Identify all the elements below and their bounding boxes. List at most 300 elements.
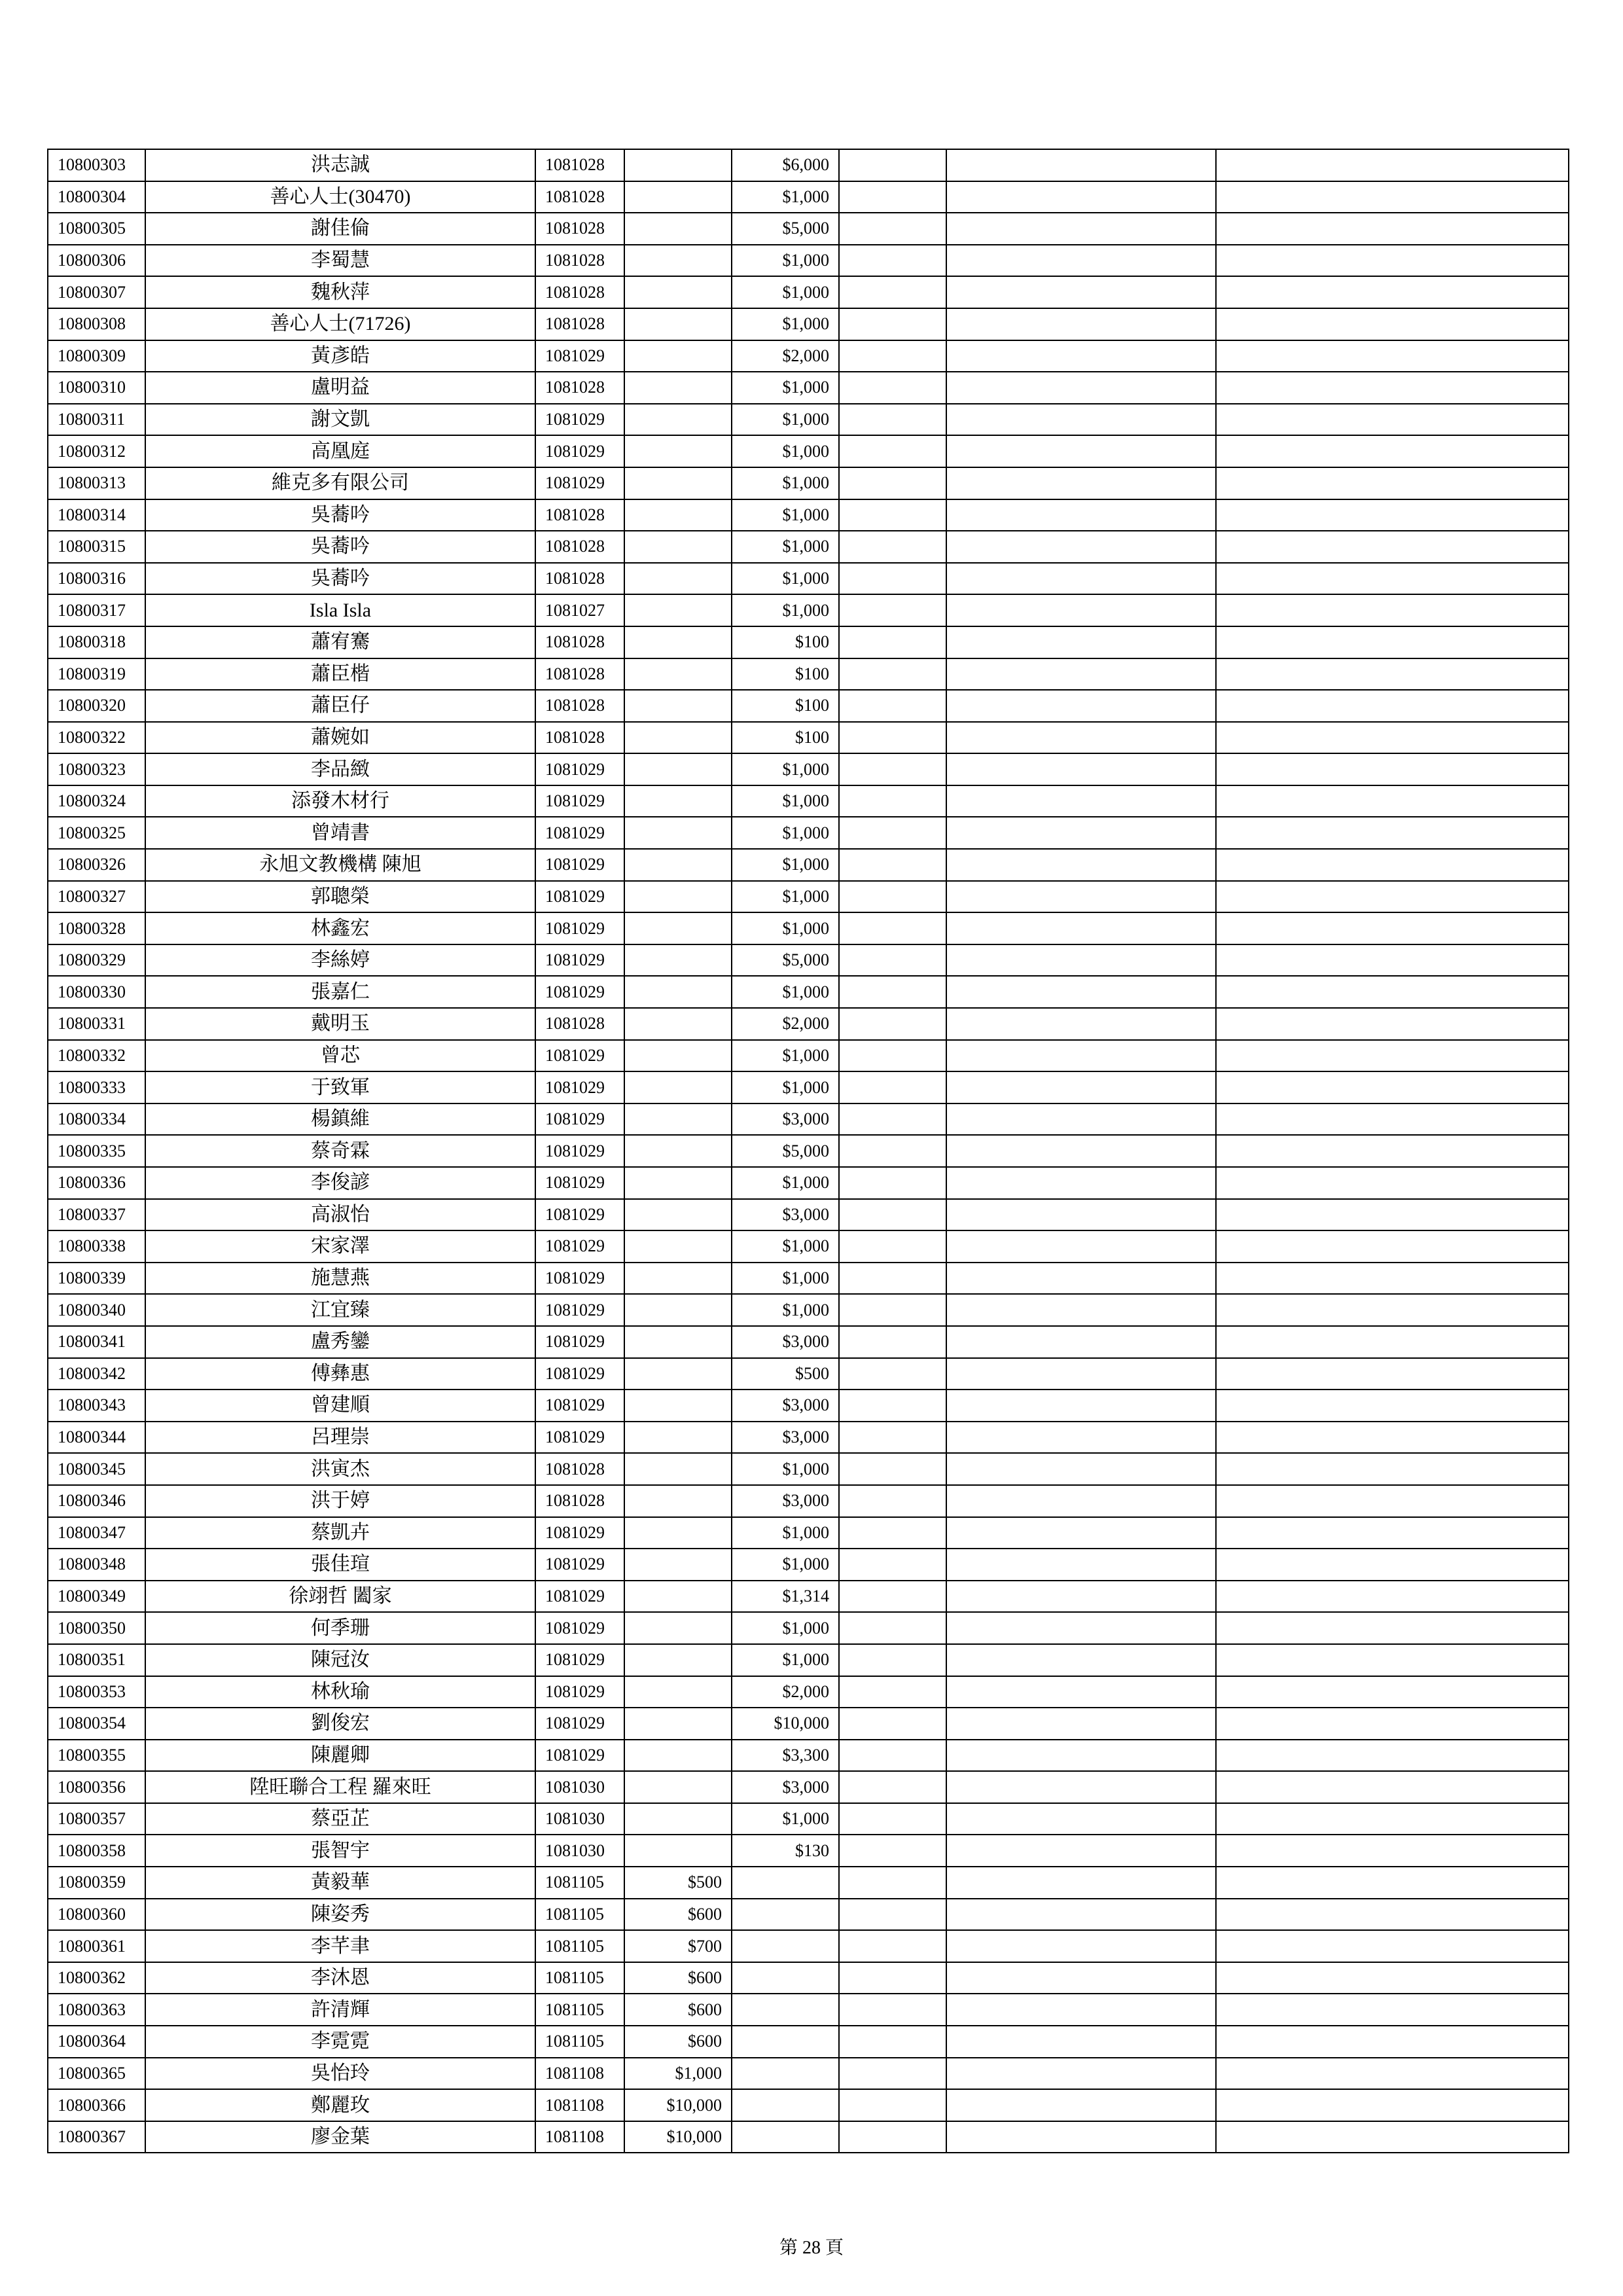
table-row — [48, 1835, 1569, 1867]
donor-name-cell: 魏秋萍 — [145, 276, 535, 308]
date-cell: 1081029 — [535, 753, 624, 785]
donor-name-cell: 廖金葉 — [145, 2121, 535, 2153]
donor-name-cell: 永旭文教機構 陳旭 — [145, 849, 535, 881]
empty-cell — [1216, 785, 1569, 817]
empty-cell — [839, 849, 946, 881]
date-cell: 1081029 — [535, 1071, 624, 1103]
empty-cell — [946, 944, 1216, 977]
empty-cell — [1216, 467, 1569, 499]
date-cell: 1081108 — [535, 2089, 624, 2121]
donor-name-cell: 劉俊宏 — [145, 1708, 535, 1740]
empty-cell — [839, 1167, 946, 1199]
receipt-number-cell: 10800349 — [48, 1581, 145, 1613]
empty-cell — [946, 340, 1216, 372]
empty-cell — [839, 1008, 946, 1040]
receipt-number-cell: 10800314 — [48, 499, 145, 531]
amount-b-cell: $2,000 — [732, 340, 839, 372]
empty-cell — [1216, 1994, 1569, 2026]
empty-cell — [1216, 1294, 1569, 1326]
receipt-number-cell: 10800343 — [48, 1390, 145, 1422]
receipt-number-cell: 10800334 — [48, 1103, 145, 1136]
receipt-number-cell: 10800304 — [48, 181, 145, 213]
empty-cell — [839, 944, 946, 977]
receipt-number-cell: 10800363 — [48, 1994, 145, 2026]
date-cell: 1081105 — [535, 1867, 624, 1899]
amount-b-cell: $1,000 — [732, 1263, 839, 1295]
amount-a-cell — [624, 594, 732, 626]
amount-b-cell: $1,000 — [732, 1644, 839, 1676]
amount-b-cell: $1,000 — [732, 308, 839, 340]
empty-cell — [839, 2089, 946, 2121]
amount-a-cell: $1,000 — [624, 2058, 732, 2090]
receipt-number-cell: 10800337 — [48, 1199, 145, 1231]
empty-cell — [839, 276, 946, 308]
empty-cell — [946, 499, 1216, 531]
date-cell: 1081028 — [535, 1485, 624, 1517]
table-row — [48, 881, 1569, 913]
empty-cell — [1216, 944, 1569, 977]
date-cell: 1081029 — [535, 1358, 624, 1390]
empty-cell — [946, 1994, 1216, 2026]
table-row — [48, 404, 1569, 436]
donor-name-cell: 陳麗卿 — [145, 1740, 535, 1772]
page-number: 第 28 頁 — [779, 2238, 844, 2258]
empty-cell — [1216, 1835, 1569, 1867]
date-cell: 1081028 — [535, 213, 624, 245]
amount-a-cell — [624, 849, 732, 881]
amount-a-cell: $500 — [624, 1867, 732, 1899]
empty-cell — [1216, 1899, 1569, 1931]
empty-cell — [946, 308, 1216, 340]
empty-cell — [946, 2089, 1216, 2121]
amount-b-cell: $1,000 — [732, 881, 839, 913]
receipt-number-cell: 10800336 — [48, 1167, 145, 1199]
amount-b-cell: $3,000 — [732, 1771, 839, 1803]
empty-cell — [946, 213, 1216, 245]
amount-a-cell — [624, 245, 732, 277]
empty-cell — [1216, 1612, 1569, 1644]
donor-name-cell: 黃彥皓 — [145, 340, 535, 372]
empty-cell — [946, 1167, 1216, 1199]
receipt-number-cell: 10800310 — [48, 372, 145, 404]
table-row — [48, 499, 1569, 531]
amount-a-cell — [624, 499, 732, 531]
amount-a-cell — [624, 1644, 732, 1676]
donor-name-cell: 曾靖書 — [145, 817, 535, 849]
donor-name-cell: 吳怡玲 — [145, 2058, 535, 2090]
donor-name-cell: 蕭宥騫 — [145, 626, 535, 658]
empty-cell — [1216, 2058, 1569, 2090]
table-row — [48, 1803, 1569, 1835]
receipt-number-cell: 10800358 — [48, 1835, 145, 1867]
table-row — [48, 276, 1569, 308]
donor-name-cell: 謝文凱 — [145, 404, 535, 436]
amount-a-cell — [624, 1835, 732, 1867]
date-cell: 1081029 — [535, 1326, 624, 1358]
amount-a-cell — [624, 1485, 732, 1517]
empty-cell — [1216, 1708, 1569, 1740]
empty-cell — [946, 2058, 1216, 2090]
empty-cell — [1216, 912, 1569, 944]
empty-cell — [839, 1676, 946, 1708]
amount-a-cell — [624, 1422, 732, 1454]
amount-a-cell — [624, 1135, 732, 1167]
amount-a-cell: $600 — [624, 1962, 732, 1994]
amount-b-cell: $5,000 — [732, 944, 839, 977]
date-cell: 1081028 — [535, 245, 624, 277]
empty-cell — [1216, 1962, 1569, 1994]
donor-name-cell: 曾芯 — [145, 1040, 535, 1072]
empty-cell — [1216, 2026, 1569, 2058]
amount-b-cell: $3,000 — [732, 1485, 839, 1517]
date-cell: 1081028 — [535, 626, 624, 658]
amount-a-cell — [624, 1708, 732, 1740]
receipt-number-cell: 10800311 — [48, 404, 145, 436]
amount-a-cell — [624, 1390, 732, 1422]
empty-cell — [839, 1708, 946, 1740]
receipt-number-cell: 10800335 — [48, 1135, 145, 1167]
empty-cell — [839, 1453, 946, 1485]
empty-cell — [839, 1485, 946, 1517]
table-row — [48, 1612, 1569, 1644]
receipt-number-cell: 10800341 — [48, 1326, 145, 1358]
receipt-number-cell: 10800317 — [48, 594, 145, 626]
amount-a-cell: $10,000 — [624, 2121, 732, 2153]
date-cell: 1081027 — [535, 594, 624, 626]
empty-cell — [1216, 976, 1569, 1008]
empty-cell — [1216, 499, 1569, 531]
empty-cell — [839, 1899, 946, 1931]
date-cell: 1081105 — [535, 2026, 624, 2058]
amount-a-cell — [624, 276, 732, 308]
empty-cell — [1216, 1581, 1569, 1613]
empty-cell — [839, 1612, 946, 1644]
table-row — [48, 1199, 1569, 1231]
donor-name-cell: 蕭臣仔 — [145, 690, 535, 722]
empty-cell — [839, 149, 946, 181]
amount-a-cell — [624, 1199, 732, 1231]
amount-b-cell: $3,300 — [732, 1740, 839, 1772]
empty-cell — [946, 435, 1216, 467]
amount-a-cell — [624, 944, 732, 977]
receipt-number-cell: 10800326 — [48, 849, 145, 881]
amount-a-cell — [624, 1358, 732, 1390]
empty-cell — [839, 1294, 946, 1326]
amount-a-cell — [624, 1517, 732, 1549]
receipt-number-cell: 10800316 — [48, 563, 145, 595]
amount-b-cell: $1,000 — [732, 276, 839, 308]
donor-name-cell: 李芊聿 — [145, 1930, 535, 1962]
table-row — [48, 1867, 1569, 1899]
amount-a-cell — [624, 881, 732, 913]
amount-b-cell: $5,000 — [732, 213, 839, 245]
empty-cell — [946, 372, 1216, 404]
donor-name-cell: 蕭臣楷 — [145, 658, 535, 691]
table-row — [48, 690, 1569, 722]
receipt-number-cell: 10800303 — [48, 149, 145, 181]
donor-name-cell: 張嘉仁 — [145, 976, 535, 1008]
amount-a-cell — [624, 1294, 732, 1326]
empty-cell — [1216, 1230, 1569, 1263]
amount-b-cell: $1,000 — [732, 976, 839, 1008]
empty-cell — [839, 1771, 946, 1803]
amount-a-cell — [624, 785, 732, 817]
empty-cell — [839, 1994, 946, 2026]
date-cell: 1081105 — [535, 1994, 624, 2026]
empty-cell — [839, 912, 946, 944]
receipt-number-cell: 10800339 — [48, 1263, 145, 1295]
table-row — [48, 976, 1569, 1008]
empty-cell — [946, 1835, 1216, 1867]
donor-name-cell: 于致軍 — [145, 1071, 535, 1103]
date-cell: 1081029 — [535, 1708, 624, 1740]
amount-a-cell — [624, 467, 732, 499]
empty-cell — [1216, 1676, 1569, 1708]
empty-cell — [839, 404, 946, 436]
date-cell: 1081108 — [535, 2121, 624, 2153]
date-cell: 1081029 — [535, 1676, 624, 1708]
date-cell: 1081029 — [535, 435, 624, 467]
empty-cell — [946, 1103, 1216, 1136]
date-cell: 1081028 — [535, 563, 624, 595]
empty-cell — [946, 404, 1216, 436]
date-cell: 1081029 — [535, 1549, 624, 1581]
table-row — [48, 1549, 1569, 1581]
empty-cell — [1216, 563, 1569, 595]
empty-cell — [946, 1867, 1216, 1899]
empty-cell — [839, 1071, 946, 1103]
receipt-number-cell: 10800357 — [48, 1803, 145, 1835]
date-cell: 1081028 — [535, 308, 624, 340]
date-cell: 1081029 — [535, 467, 624, 499]
empty-cell — [1216, 1103, 1569, 1136]
amount-b-cell: $1,314 — [732, 1581, 839, 1613]
empty-cell — [1216, 1771, 1569, 1803]
empty-cell — [1216, 817, 1569, 849]
table-row — [48, 308, 1569, 340]
amount-b-cell: $2,000 — [732, 1008, 839, 1040]
amount-b-cell: $1,000 — [732, 245, 839, 277]
empty-cell — [839, 1581, 946, 1613]
donor-name-cell: 施慧燕 — [145, 1263, 535, 1295]
donor-name-cell: 李絲婷 — [145, 944, 535, 977]
receipt-number-cell: 10800366 — [48, 2089, 145, 2121]
donor-name-cell: 盧秀鑾 — [145, 1326, 535, 1358]
donor-name-cell: 張智宇 — [145, 1835, 535, 1867]
date-cell: 1081029 — [535, 1167, 624, 1199]
empty-cell — [1216, 340, 1569, 372]
receipt-number-cell: 10800354 — [48, 1708, 145, 1740]
amount-a-cell — [624, 149, 732, 181]
receipt-number-cell: 10800344 — [48, 1422, 145, 1454]
donor-name-cell: 林鑫宏 — [145, 912, 535, 944]
receipt-number-cell: 10800362 — [48, 1962, 145, 1994]
amount-b-cell: $5,000 — [732, 1135, 839, 1167]
amount-b-cell: $1,000 — [732, 467, 839, 499]
donor-name-cell: 鄭麗玫 — [145, 2089, 535, 2121]
date-cell: 1081105 — [535, 1962, 624, 1994]
amount-b-cell: $1,000 — [732, 1230, 839, 1263]
table-row — [48, 563, 1569, 595]
donor-name-cell: 李品緻 — [145, 753, 535, 785]
empty-cell — [1216, 881, 1569, 913]
empty-cell — [946, 1803, 1216, 1835]
amount-b-cell: $1,000 — [732, 404, 839, 436]
date-cell: 1081028 — [535, 149, 624, 181]
empty-cell — [839, 1740, 946, 1772]
amount-a-cell — [624, 690, 732, 722]
receipt-number-cell: 10800367 — [48, 2121, 145, 2153]
empty-cell — [946, 881, 1216, 913]
empty-cell — [839, 1135, 946, 1167]
empty-cell — [1216, 626, 1569, 658]
table-row — [48, 1517, 1569, 1549]
empty-cell — [946, 594, 1216, 626]
amount-b-cell: $1,000 — [732, 785, 839, 817]
receipt-number-cell: 10800320 — [48, 690, 145, 722]
amount-a-cell — [624, 435, 732, 467]
donor-name-cell: 郭聰榮 — [145, 881, 535, 913]
donor-name-cell: 蔡凱卉 — [145, 1517, 535, 1549]
table-row — [48, 1453, 1569, 1485]
date-cell: 1081028 — [535, 1453, 624, 1485]
receipt-number-cell: 10800351 — [48, 1644, 145, 1676]
donor-name-cell: 徐翊哲 闔家 — [145, 1581, 535, 1613]
empty-cell — [946, 753, 1216, 785]
amount-b-cell: $1,000 — [732, 912, 839, 944]
empty-cell — [946, 785, 1216, 817]
date-cell: 1081029 — [535, 340, 624, 372]
date-cell: 1081029 — [535, 1612, 624, 1644]
amount-a-cell — [624, 1676, 732, 1708]
table-row — [48, 245, 1569, 277]
table-row — [48, 1930, 1569, 1962]
amount-a-cell — [624, 404, 732, 436]
receipt-number-cell: 10800327 — [48, 881, 145, 913]
empty-cell — [1216, 1422, 1569, 1454]
empty-cell — [839, 181, 946, 213]
table-row — [48, 753, 1569, 785]
donor-name-cell: 曾建順 — [145, 1390, 535, 1422]
empty-cell — [1216, 722, 1569, 754]
receipt-number-cell: 10800315 — [48, 531, 145, 563]
empty-cell — [839, 1422, 946, 1454]
donor-name-cell: 蔡奇霖 — [145, 1135, 535, 1167]
receipt-number-cell: 10800353 — [48, 1676, 145, 1708]
empty-cell — [946, 1230, 1216, 1263]
empty-cell — [839, 722, 946, 754]
empty-cell — [946, 1517, 1216, 1549]
receipt-number-cell: 10800324 — [48, 785, 145, 817]
amount-b-cell — [732, 1930, 839, 1962]
donor-name-cell: 高淑怡 — [145, 1199, 535, 1231]
date-cell: 1081029 — [535, 785, 624, 817]
amount-a-cell — [624, 722, 732, 754]
table-row — [48, 1167, 1569, 1199]
table-row — [48, 817, 1569, 849]
amount-a-cell — [624, 1803, 732, 1835]
amount-a-cell: $600 — [624, 2026, 732, 2058]
amount-b-cell: $100 — [732, 690, 839, 722]
donor-name-cell: 李俊諺 — [145, 1167, 535, 1199]
empty-cell — [1216, 1040, 1569, 1072]
empty-cell — [946, 2121, 1216, 2153]
receipt-number-cell: 10800355 — [48, 1740, 145, 1772]
table-row — [48, 1994, 1569, 2026]
empty-cell — [1216, 404, 1569, 436]
donor-name-cell: 楊鎮維 — [145, 1103, 535, 1136]
receipt-number-cell: 10800364 — [48, 2026, 145, 2058]
receipt-number-cell: 10800360 — [48, 1899, 145, 1931]
empty-cell — [1216, 690, 1569, 722]
empty-cell — [946, 722, 1216, 754]
empty-cell — [1216, 1008, 1569, 1040]
amount-b-cell: $2,000 — [732, 1676, 839, 1708]
amount-a-cell — [624, 181, 732, 213]
empty-cell — [946, 1676, 1216, 1708]
empty-cell — [1216, 1803, 1569, 1835]
empty-cell — [946, 658, 1216, 691]
empty-cell — [1216, 1485, 1569, 1517]
date-cell: 1081029 — [535, 912, 624, 944]
table-row — [48, 531, 1569, 563]
empty-cell — [1216, 181, 1569, 213]
amount-b-cell — [732, 2121, 839, 2153]
table-row — [48, 1485, 1569, 1517]
empty-cell — [1216, 1867, 1569, 1899]
table-row — [48, 149, 1569, 181]
amount-b-cell — [732, 2089, 839, 2121]
receipt-number-cell: 10800329 — [48, 944, 145, 977]
donor-name-cell: Isla Isla — [145, 594, 535, 626]
table-row — [48, 1644, 1569, 1676]
empty-cell — [1216, 1390, 1569, 1422]
empty-cell — [1216, 1453, 1569, 1485]
table-row — [48, 1326, 1569, 1358]
table-row — [48, 912, 1569, 944]
amount-b-cell: $100 — [732, 626, 839, 658]
table-row — [48, 1263, 1569, 1295]
amount-a-cell — [624, 563, 732, 595]
amount-a-cell — [624, 1549, 732, 1581]
donor-name-cell: 陞旺聯合工程 羅來旺 — [145, 1771, 535, 1803]
receipt-number-cell: 10800346 — [48, 1485, 145, 1517]
empty-cell — [1216, 213, 1569, 245]
empty-cell — [1216, 658, 1569, 691]
empty-cell — [839, 340, 946, 372]
empty-cell — [946, 245, 1216, 277]
empty-cell — [839, 467, 946, 499]
table-row — [48, 785, 1569, 817]
amount-b-cell: $130 — [732, 1835, 839, 1867]
empty-cell — [839, 308, 946, 340]
date-cell: 1081028 — [535, 531, 624, 563]
receipt-number-cell: 10800332 — [48, 1040, 145, 1072]
table-row — [48, 372, 1569, 404]
empty-cell — [946, 1390, 1216, 1422]
donor-name-cell: 盧明益 — [145, 372, 535, 404]
receipt-number-cell: 10800306 — [48, 245, 145, 277]
empty-cell — [946, 1358, 1216, 1390]
date-cell: 1081029 — [535, 1103, 624, 1136]
empty-cell — [839, 1803, 946, 1835]
empty-cell — [1216, 1326, 1569, 1358]
table-row — [48, 435, 1569, 467]
receipt-number-cell: 10800350 — [48, 1612, 145, 1644]
amount-b-cell: $1,000 — [732, 1803, 839, 1835]
date-cell: 1081029 — [535, 1294, 624, 1326]
amount-a-cell — [624, 1740, 732, 1772]
